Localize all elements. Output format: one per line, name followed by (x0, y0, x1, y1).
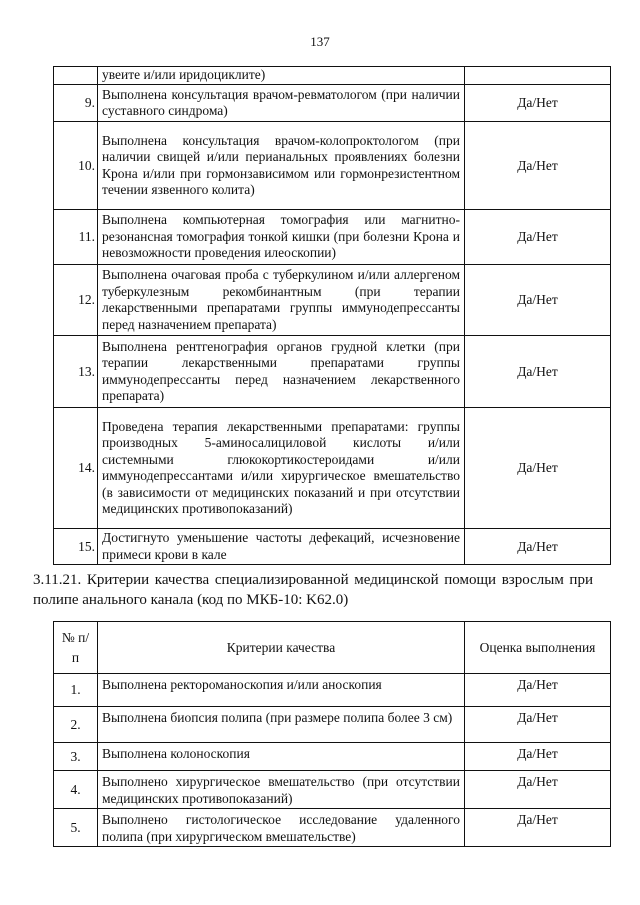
header-criterion: Критерии качества (98, 622, 465, 674)
criterion-text: Выполнено хирургическое вмешательство (при отсутствии медицинских противопоказаний) (98, 771, 465, 809)
criteria-table-continued (53, 66, 611, 565)
header-evaluation: Оценка выполнения (465, 622, 611, 674)
table-row (54, 771, 611, 809)
evaluation-value: Да/Нет (465, 408, 611, 529)
evaluation-value: Да/Нет (465, 265, 611, 336)
criterion-text: Выполнена рентгенография органов грудной клетки (при терапии лекарственными препаратами группы иммунодепрессанты перед назначением лекарственного препарата) (98, 336, 465, 408)
criterion-text: Выполнена консультация врачом-ревматологом (при наличии суставного синдрома) (98, 85, 465, 122)
row-number: 12. (54, 265, 98, 336)
criterion-text: Достигнуто уменьшение частоты дефекаций, исчезновение примеси крови в кале (98, 529, 465, 565)
row-number: 3. (54, 743, 98, 771)
criterion-text: Выполнена компьютерная томография или магнитно-резонансная томография тонкой кишки (при болезни Крона и невозможности проведения илеоскопии) (98, 210, 465, 265)
criteria-table-anal-polyp (53, 621, 611, 847)
row-number: 10. (54, 122, 98, 210)
table-row (54, 408, 611, 529)
criterion-text: Выполнена биопсия полипа (при размере полипа более 3 см) (98, 707, 465, 743)
section-heading: 3.11.21. Критерии качества специализированной медицинской помощи взрослым при полипе анального канала (код по МКБ-10: K62.0) (33, 572, 593, 608)
criterion-text: Проведена терапия лекарственными препаратами: группы производных 5-аминосалициловой кислоты и/или системными глюкокортикостероидами и/или иммунодепрессантами и/или хирургическое вмешательство (в зависимости от медицинских показаний и при отсутствии медицинских противопоказаний) (98, 408, 465, 529)
evaluation-value: Да/Нет (465, 85, 611, 122)
table-row (54, 265, 611, 336)
table-row (54, 809, 611, 847)
table-row (54, 67, 611, 85)
table-row (54, 122, 611, 210)
evaluation-value: Да/Нет (465, 771, 611, 809)
evaluation-value: Да/Нет (465, 674, 611, 707)
criterion-text: Выполнено гистологическое исследование удаленного полипа (при хирургическом вмешательстве) (98, 809, 465, 847)
evaluation-value: Да/Нет (465, 529, 611, 565)
table-row (54, 336, 611, 408)
table-row (54, 707, 611, 743)
table-row (54, 743, 611, 771)
criterion-text: Выполнена колоноскопия (98, 743, 465, 771)
criterion-text: Выполнена очаговая проба с туберкулином и/или аллергеном туберкулезным рекомбинантным (при терапии лекарственными препаратами группы иммунодепрессанты перед назначением препарата) (98, 265, 465, 336)
table-row (54, 210, 611, 265)
criterion-text: Выполнена консультация врачом-колопроктологом (при наличии свищей и/или перианальных проявлениях болезни Крона и/или при гормонзависимом или гормонрезистентном течении язвенного колита) (98, 122, 465, 210)
row-number: 1. (54, 674, 98, 707)
row-number: 13. (54, 336, 98, 408)
table-header-row (54, 622, 611, 674)
row-number: 5. (54, 809, 98, 847)
evaluation-value (465, 67, 611, 85)
criterion-text: увеите и/или иридоциклите) (98, 67, 465, 85)
header-number: № п/п (54, 622, 98, 674)
row-number: 11. (54, 210, 98, 265)
row-number: 4. (54, 771, 98, 809)
evaluation-value: Да/Нет (465, 122, 611, 210)
evaluation-value: Да/Нет (465, 336, 611, 408)
criterion-text: Выполнена ректороманоскопия и/или аноскопия (98, 674, 465, 707)
evaluation-value: Да/Нет (465, 707, 611, 743)
row-number (54, 67, 98, 85)
evaluation-value: Да/Нет (465, 210, 611, 265)
row-number: 14. (54, 408, 98, 529)
table-row (54, 85, 611, 122)
row-number: 2. (54, 707, 98, 743)
page-number: 137 (310, 34, 330, 49)
table-row (54, 674, 611, 707)
row-number: 15. (54, 529, 98, 565)
evaluation-value: Да/Нет (465, 809, 611, 847)
row-number: 9. (54, 85, 98, 122)
table-row (54, 529, 611, 565)
evaluation-value: Да/Нет (465, 743, 611, 771)
